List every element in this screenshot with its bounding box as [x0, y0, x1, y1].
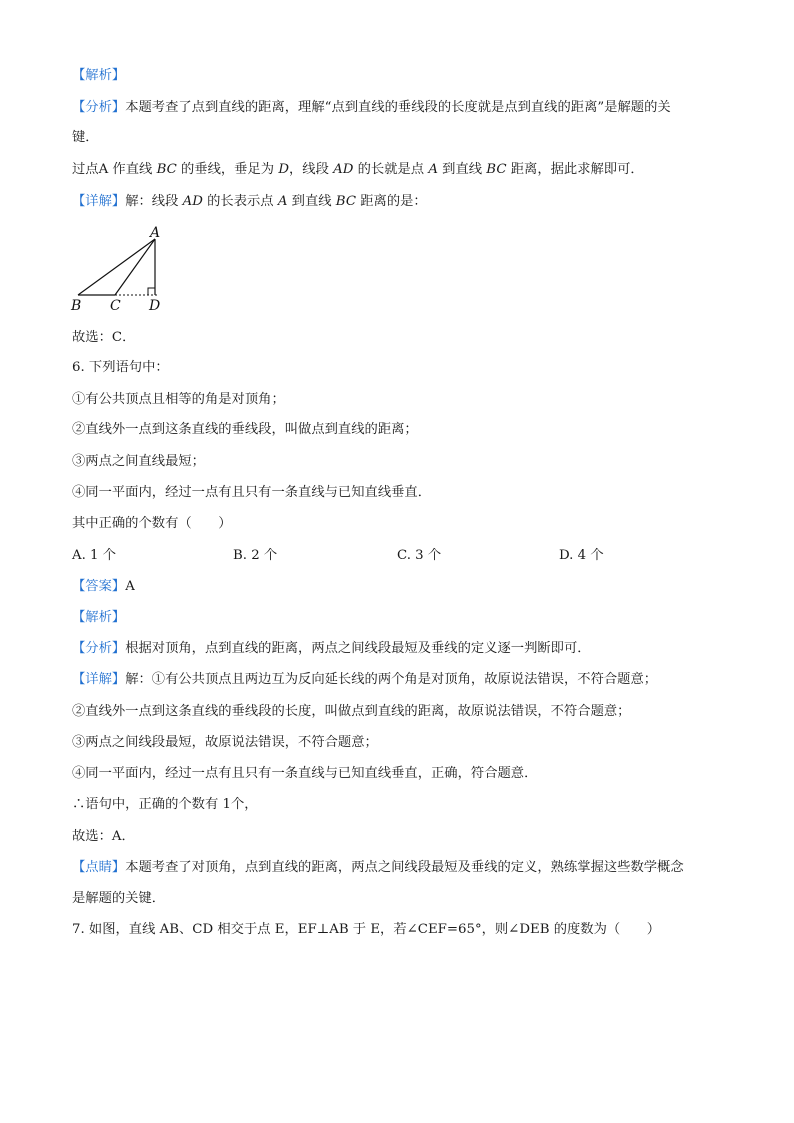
answer-text: 故选：C．	[72, 330, 136, 345]
dianjing-tag: 【点睛】	[72, 860, 126, 875]
method-paragraph	[72, 160, 734, 180]
xiangjie-tag: 【详解】	[72, 194, 126, 209]
jiexi-tag: 【解析】	[72, 68, 126, 83]
analysis-heading	[72, 66, 734, 86]
q6-statement-3	[72, 452, 734, 472]
q6-options	[72, 546, 734, 566]
question-text: 其中正确的个数有（ ）	[72, 516, 232, 531]
dianjing-text: 本题考查了对顶角，点到直线的距离，两点之间线段最短及垂线的定义，熟练掌握这些数学概念	[125, 860, 684, 875]
jiexi-tag: 【解析】	[72, 610, 126, 625]
statement-text: ③两点之间直线最短；	[72, 454, 205, 469]
label-D: D	[149, 298, 161, 314]
label-A: A	[150, 225, 161, 241]
right-angle-mark	[148, 288, 155, 295]
statement-text: ①有公共顶点且相等的角是对顶角；	[72, 392, 285, 407]
math-var: BC	[335, 194, 356, 209]
q6-detail-1	[72, 670, 734, 690]
q6-detail-4	[72, 764, 734, 784]
conclusion-text: ∴语句中，正确的个数有 1个，	[72, 797, 258, 812]
analysis-paragraph-cont	[72, 128, 734, 148]
q6-statement-2	[72, 420, 734, 440]
q6-dianjing-cont	[72, 889, 734, 909]
detail-text: 解：①有公共顶点且两边互为反向延长线的两个角是对顶角，故原说法错误，不符合题意；	[125, 672, 658, 687]
math-var: BC	[486, 162, 507, 177]
detail-paragraph	[72, 192, 734, 212]
option-b: B. 2 个	[233, 548, 278, 563]
statement-text: ④同一平面内，经过一点有且只有一条直线与已知直线垂直．	[72, 485, 432, 500]
answer-line	[72, 328, 734, 348]
q6-detail-2	[72, 702, 734, 722]
q6-statement-1	[72, 390, 734, 410]
fenxi-text: 本题考查了点到直线的距离，理解“点到直线的垂线段的长度就是点到直线的距离”是解题的关	[125, 100, 671, 115]
q6-answer	[72, 577, 734, 597]
q6-detail-3	[72, 733, 734, 753]
label-B: B	[71, 298, 82, 314]
option-d: D. 4 个	[559, 548, 604, 563]
triangle-figure	[66, 222, 176, 314]
q6-statement-4	[72, 483, 734, 503]
label-C: C	[110, 298, 121, 314]
text-span: 的长表示点	[207, 194, 274, 209]
text-span: 距离的是：	[360, 194, 427, 209]
statement-text: ②直线外一点到这条直线的垂线段，叫做点到直线的距离；	[72, 422, 418, 437]
text-span: 到直线	[291, 194, 332, 209]
q7-stem-text: 7. 如图，直线 AB、CD 相交于点 E，EF⊥AB 于 E，若∠CEF=65°，则∠DEB 的度数为（ ）	[72, 922, 661, 937]
q6-final-answer	[72, 827, 734, 847]
xiangjie-tag: 【详解】	[72, 672, 126, 687]
q6-stem-text: 6. 下列语句中：	[72, 360, 169, 375]
math-var: BC	[156, 162, 177, 177]
q6-dianjing	[72, 858, 734, 878]
detail-text: ②直线外一点到这条直线的垂线段的长度，叫做点到直线的距离，故原说法错误，不符合题意；	[72, 704, 631, 719]
text-span: 过点A 作直线	[72, 162, 153, 177]
q6-conclusion	[72, 795, 734, 815]
line-CA	[115, 239, 155, 295]
fenxi-tag: 【分析】	[72, 100, 126, 115]
math-var: A	[428, 162, 438, 177]
math-var: AD	[333, 162, 354, 177]
analysis-paragraph	[72, 98, 734, 118]
fenxi-tag: 【分析】	[72, 641, 126, 656]
line-BA	[78, 239, 155, 295]
text-span: 的垂线，垂足为	[181, 162, 275, 177]
q6-question	[72, 514, 734, 534]
q6-stem	[72, 358, 734, 378]
daan-value: A	[125, 579, 135, 594]
answer-text: 故选：A．	[72, 829, 135, 844]
text-span: 解：线段	[125, 194, 179, 209]
math-var: AD	[182, 194, 203, 209]
fenxi-text: 根据对顶角，点到直线的距离，两点之间线段最短及垂线的定义逐一判断即可．	[125, 641, 591, 656]
text-span: 到直线	[442, 162, 483, 177]
text-span: 的长就是点	[357, 162, 425, 177]
daan-tag: 【答案】	[72, 579, 126, 594]
math-var: A	[277, 194, 288, 209]
text-span: ，线段	[288, 162, 329, 177]
q6-analysis-heading	[72, 608, 734, 628]
q7-stem	[72, 920, 734, 940]
option-c: C. 3 个	[397, 548, 442, 563]
option-a: A. 1 个	[72, 548, 117, 563]
fenxi-cont: 键．	[72, 130, 99, 145]
math-var: D	[278, 162, 289, 177]
dianjing-cont-text: 是解题的关键．	[72, 891, 166, 906]
detail-text: ③两点之间线段最短，故原说法错误，不符合题意；	[72, 735, 378, 750]
q6-fenxi	[72, 639, 734, 659]
detail-text: ④同一平面内，经过一点有且只有一条直线与已知直线垂直，正确，符合题意．	[72, 766, 538, 781]
text-span: 距离，据此求解即可．	[510, 162, 644, 177]
